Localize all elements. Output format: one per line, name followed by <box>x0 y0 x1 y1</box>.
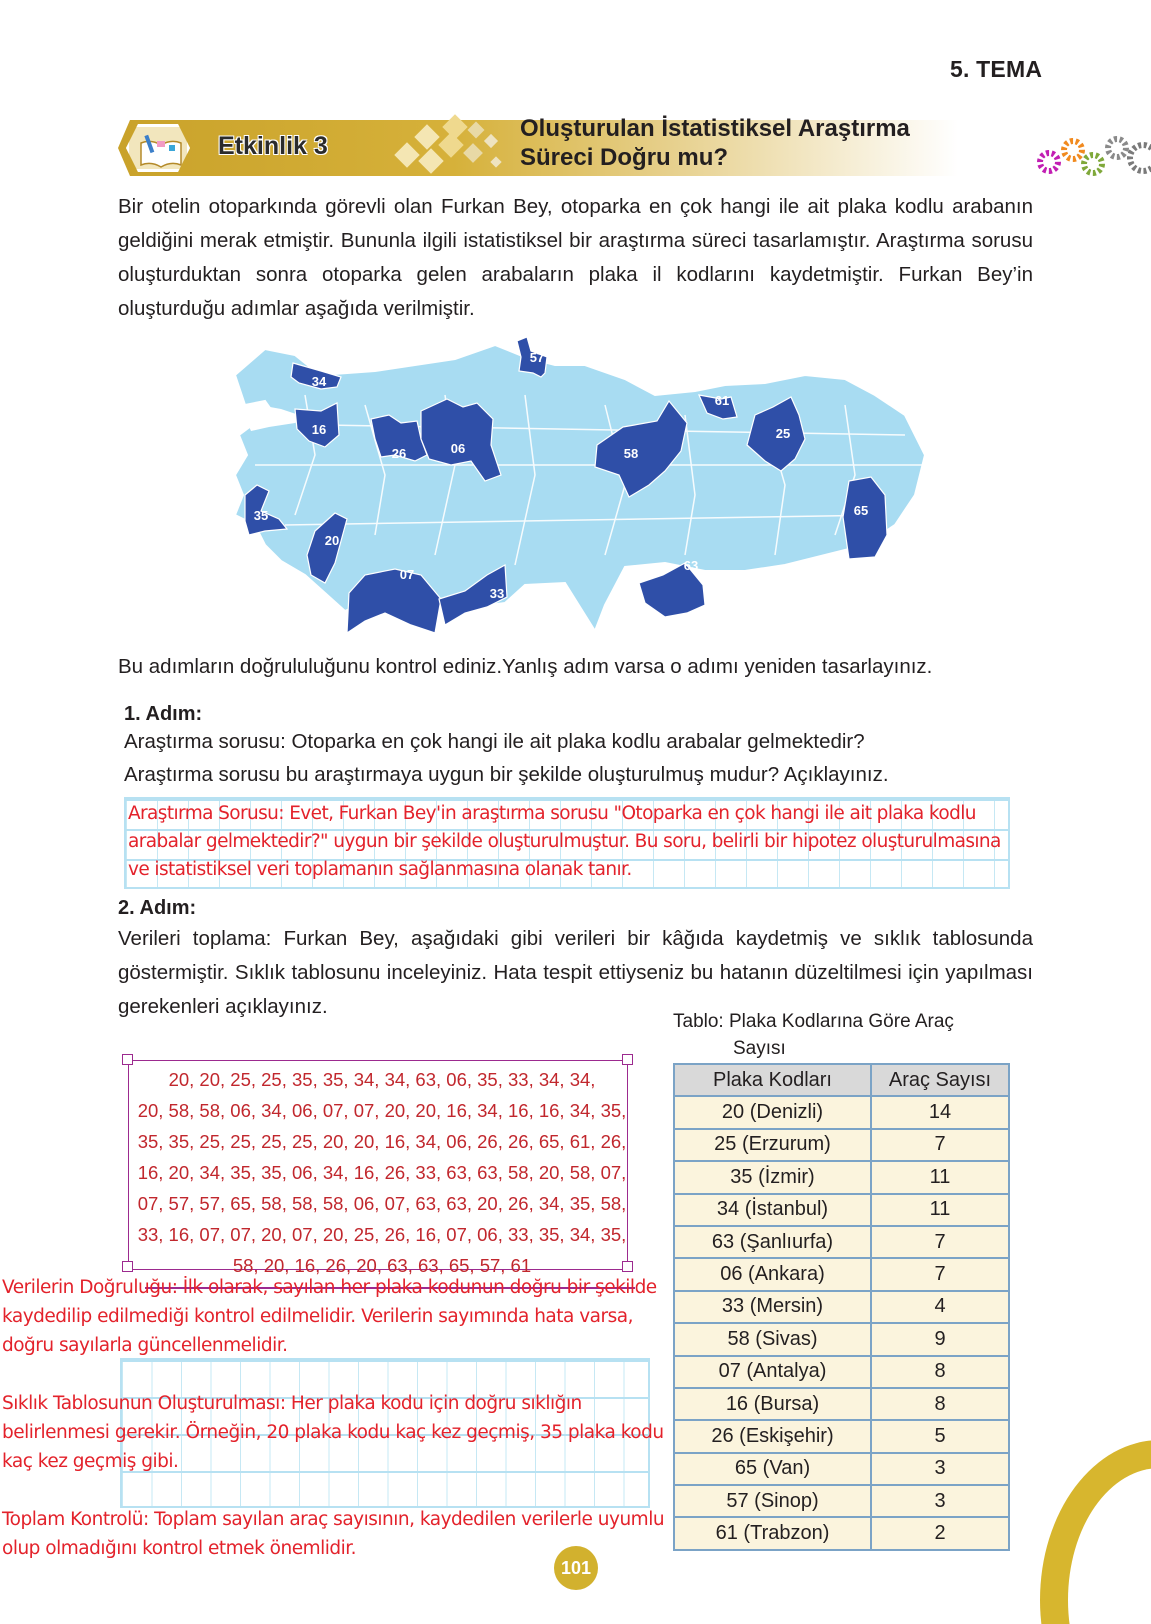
table-row <box>674 1356 1009 1388</box>
table-row <box>674 1453 1009 1485</box>
instruction-text: Bu adımların doğrululuğunu kontrol ediniz.Yanlış adım varsa o adımı yeniden tasarlayınız. <box>118 655 933 678</box>
province-65 <box>843 477 887 559</box>
table-header-row <box>674 1064 1009 1096</box>
count-cell: 11 <box>871 1194 1009 1226</box>
count-cell: 8 <box>871 1356 1009 1388</box>
count-cell: 9 <box>871 1323 1009 1355</box>
title-line-1: Oluşturulan İstatistiksel Araştırma <box>520 115 910 142</box>
table-row <box>674 1129 1009 1161</box>
theme-label: 5. TEMA <box>950 56 1043 82</box>
svg-text:63: 63 <box>683 558 699 573</box>
step1-question: Araştırma sorusu: Otoparka en çok hangi ile ait plaka kodlu arabalar gelmektedir? <box>124 730 865 753</box>
table-caption <box>673 1008 954 1062</box>
svg-text:58: 58 <box>623 446 639 461</box>
svg-text:25: 25 <box>775 426 791 441</box>
caption-line-2: Sayısı <box>733 1038 786 1059</box>
data-line: 20, 58, 58, 06, 34, 06, 07, 07, 20, 20, 16, 34, 16, 16, 34, 35, <box>137 1100 627 1121</box>
map-land <box>235 345 925 631</box>
activity-label: Etkinlik 3 <box>218 132 328 160</box>
count-cell: 7 <box>871 1129 1009 1161</box>
plate-code-cell: 65 (Van) <box>674 1453 871 1485</box>
plate-code-cell: 26 (Eskişehir) <box>674 1420 871 1452</box>
step2-text: Verileri toplama: Furkan Bey, aşağıdaki gibi verileri bir kâğıda kaydetmiş ve sıklık tablosunda göstermiştir. Sıklık tablosunu inceleyiniz. Hata tespit ettiyseniz bu hatanın düzeltilmesi için yapılması gerekenleri açıklayınız. <box>118 927 1033 1018</box>
plate-code-cell: 25 (Erzurum) <box>674 1129 871 1161</box>
svg-text:57: 57 <box>529 350 545 365</box>
answer-data-accuracy: Verilerin Doğruluğu: İlk olarak, sayılan her plaka kodunun doğru bir şekilde kaydedilip edilmediği kontrol edilmelidir. Verilerin sayımında hata varsa, doğru sayılarla güncellenmelidir. <box>2 1277 657 1356</box>
frequency-table <box>673 1063 1010 1551</box>
table-row <box>674 1096 1009 1128</box>
svg-text:34: 34 <box>311 374 327 389</box>
svg-text:26: 26 <box>391 446 407 461</box>
count-cell: 2 <box>871 1517 1009 1549</box>
title-line-2: Süreci Doğru mu? <box>520 144 729 171</box>
intro-paragraph: Bir otelin otoparkında görevli olan Furkan Bey, otoparka en çok hangi ile ait plaka kodlu arabanın geldiğini merak etmiştir. Bununla ilgili istatistiksel bir araştırma süreci tasarlamıştır. Araştırma sorusu oluşturduktan sonra otoparka gelen arabaların plaka il kodlarını kaydetmiştir. Furkan Bey’in oluşturduğu adımlar aşağıda verilmiştir. <box>118 195 1033 320</box>
raw-data-box <box>118 1052 648 1274</box>
answer-frequency-table: Sıklık Tablosunun Oluşturulması: Her plaka kodu için doğru sıklığın belirlenmesi gerekir. Örneğin, 20 plaka kodu kaç kez geçmiş, 35 plaka kodu kaç kez geçmiş gibi. <box>2 1393 664 1472</box>
svg-text:65: 65 <box>853 503 869 518</box>
decorative-arc <box>1040 1440 1151 1624</box>
count-cell: 4 <box>871 1291 1009 1323</box>
count-cell: 5 <box>871 1420 1009 1452</box>
answer-total-check: Toplam Kontrolü: Toplam sayılan araç sayısının, kaydedilen verilerle uyumlu olup olmadığını kontrol etmek önemlidir. <box>2 1509 665 1559</box>
page-number: 101 <box>554 1546 598 1590</box>
table-row <box>674 1517 1009 1549</box>
count-cell: 7 <box>871 1226 1009 1258</box>
header-vehicle-count: Araç Sayısı <box>871 1064 1009 1096</box>
table-row <box>674 1323 1009 1355</box>
table-row <box>674 1226 1009 1258</box>
plate-code-cell: 06 (Ankara) <box>674 1258 871 1290</box>
count-cell: 3 <box>871 1485 1009 1517</box>
plate-code-cell: 63 (Şanlıurfa) <box>674 1226 871 1258</box>
table-row <box>674 1485 1009 1517</box>
gears-icon <box>1035 132 1151 182</box>
activity-title <box>520 114 910 172</box>
svg-text:07: 07 <box>399 567 415 582</box>
table-row <box>674 1291 1009 1323</box>
raw-data-values <box>118 1064 646 1281</box>
step1-answer[interactable]: Araştırma Sorusu: Evet, Furkan Bey'in araştırma sorusu "Otoparka en çok hangi ile ait plaka kodlu arabalar gelmektedir?" uygun bir şekilde oluşturulmuştur. Bu soru, belirli bir hipotez oluşturulmasına ve istatistiksel veri toplamanın sağlanmasına olanak tanır. <box>128 803 1001 880</box>
turkey-map <box>225 335 940 635</box>
caption-line-1: Tablo: Plaka Kodlarına Göre Araç <box>673 1011 954 1032</box>
plate-code-cell: 34 (İstanbul) <box>674 1194 871 1226</box>
data-line: 07, 57, 57, 65, 58, 58, 58, 06, 07, 63, 63, 20, 26, 34, 35, 58, <box>137 1193 627 1214</box>
plate-code-cell: 20 (Denizli) <box>674 1096 871 1128</box>
count-cell: 3 <box>871 1453 1009 1485</box>
data-line: 20, 20, 25, 25, 35, 35, 34, 34, 63, 06, 35, 33, 34, 34, <box>168 1069 596 1090</box>
svg-text:20: 20 <box>324 533 340 548</box>
step2-answer[interactable] <box>2 1273 682 1563</box>
plate-code-cell: 58 (Sivas) <box>674 1323 871 1355</box>
header-plate-codes: Plaka Kodları <box>674 1064 871 1096</box>
svg-text:33: 33 <box>489 586 505 601</box>
svg-text:06: 06 <box>450 441 466 456</box>
plate-code-cell: 16 (Bursa) <box>674 1388 871 1420</box>
step1-title: 1. Adım: <box>124 703 203 725</box>
data-line: 33, 16, 07, 07, 20, 07, 20, 25, 26, 16, 07, 06, 33, 35, 34, 35, <box>137 1224 627 1245</box>
data-line: 16, 20, 34, 35, 35, 06, 34, 16, 26, 33, 63, 63, 58, 20, 58, 07, <box>137 1162 627 1183</box>
count-cell: 7 <box>871 1258 1009 1290</box>
svg-text:61: 61 <box>714 393 730 408</box>
data-line: 58, 20, 16, 26, 20, 63, 63, 65, 57, 61 <box>232 1255 532 1276</box>
step1-prompt: Araştırma sorusu bu araştırmaya uygun bir şekilde oluşturulmuş mudur? Açıklayınız. <box>124 763 889 786</box>
plate-code-cell: 07 (Antalya) <box>674 1356 871 1388</box>
table-row <box>674 1258 1009 1290</box>
data-line: 35, 35, 25, 25, 25, 25, 20, 20, 16, 34, 06, 26, 26, 65, 61, 26, <box>137 1131 627 1152</box>
count-cell: 8 <box>871 1388 1009 1420</box>
plate-code-cell: 35 (İzmir) <box>674 1161 871 1193</box>
notebook-icon <box>126 124 190 172</box>
svg-text:35: 35 <box>253 508 269 523</box>
table-row <box>674 1194 1009 1226</box>
svg-text:16: 16 <box>311 422 327 437</box>
step2-title: 2. Adım: <box>118 897 197 919</box>
count-cell: 14 <box>871 1096 1009 1128</box>
table-row <box>674 1161 1009 1193</box>
plate-code-cell: 57 (Sinop) <box>674 1485 871 1517</box>
table-row <box>674 1388 1009 1420</box>
diamond-pattern <box>388 118 508 178</box>
count-cell: 11 <box>871 1161 1009 1193</box>
plate-code-cell: 33 (Mersin) <box>674 1291 871 1323</box>
plate-code-cell: 61 (Trabzon) <box>674 1517 871 1549</box>
table-row <box>674 1420 1009 1452</box>
